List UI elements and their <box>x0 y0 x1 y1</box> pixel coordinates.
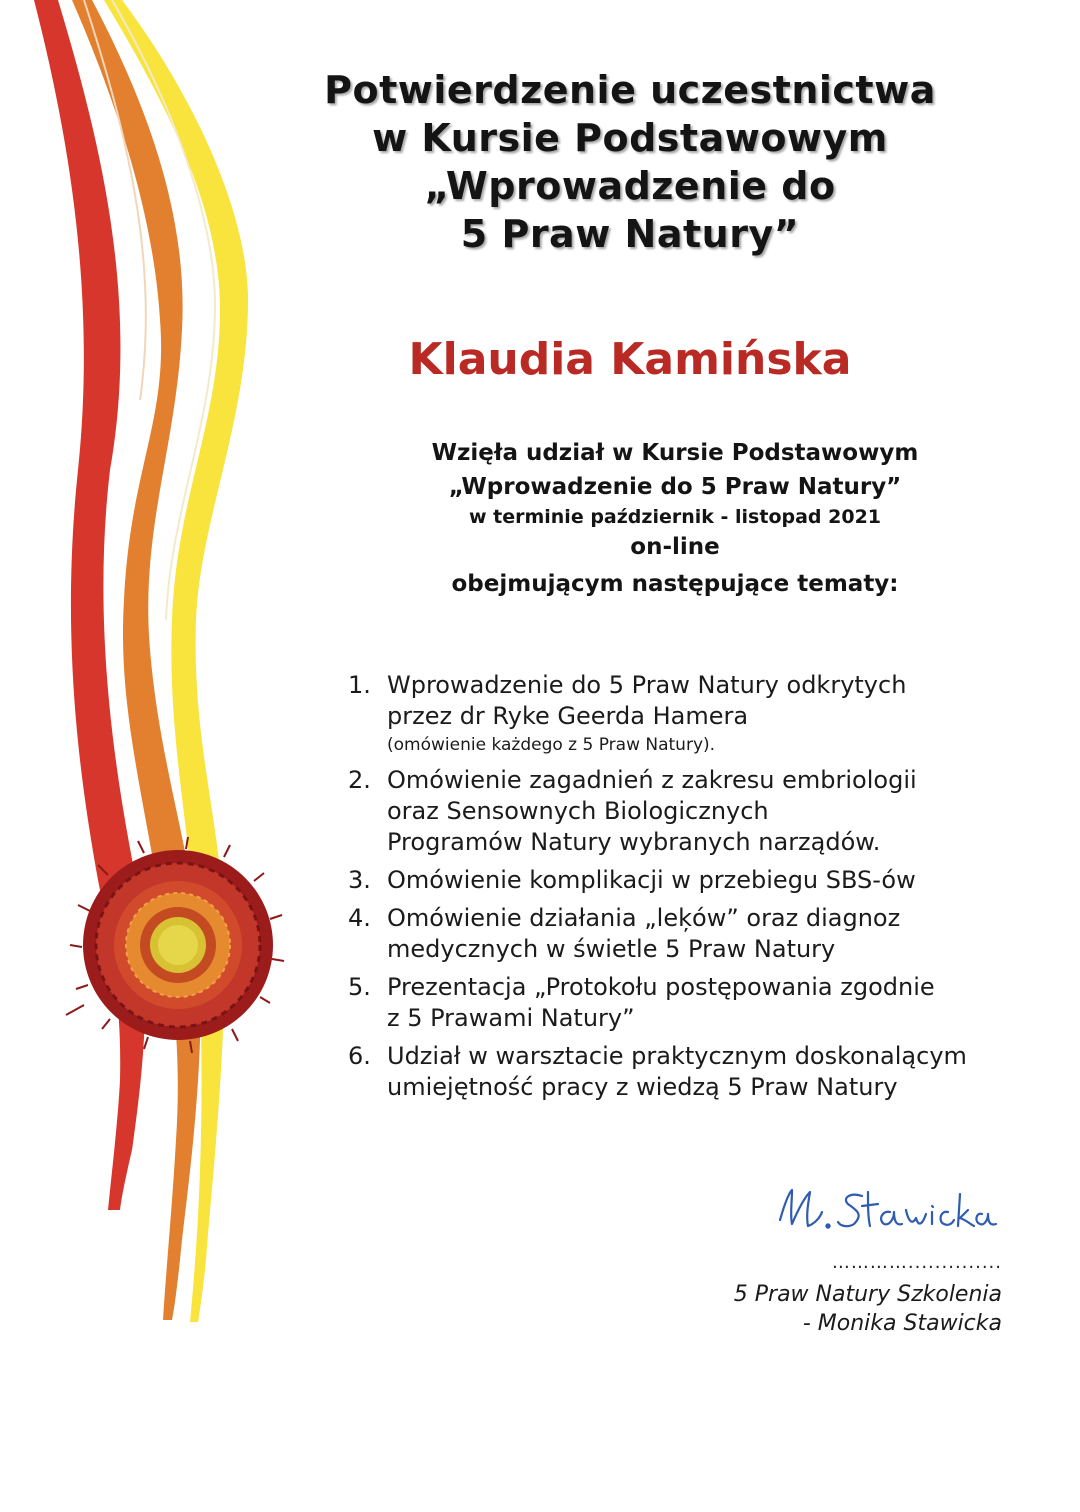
signature-line: ………….............. <box>831 1252 1002 1273</box>
topic-text: Omówienie działania „leķów” oraz diagnoz <box>387 904 901 932</box>
title-line: w Kursie Podstawowym <box>372 116 888 160</box>
topic-text: umiejętność pracy z wiedzą 5 Praw Natury <box>387 1073 898 1101</box>
handwritten-signature <box>770 1180 1000 1240</box>
topic-text: Wprowadzenie do 5 Praw Natury odkrytych <box>387 671 907 699</box>
certificate-title <box>250 66 1010 258</box>
topic-text: Omówienie zagadnień z zakresu embriologii <box>387 766 917 794</box>
topic-number: 5. <box>348 973 371 1001</box>
list-item <box>345 670 1025 758</box>
intro-date-line: w terminie październik - listopad 2021 <box>468 506 882 528</box>
list-item <box>345 903 1025 965</box>
topic-number: 1. <box>348 671 371 699</box>
topic-number: 2. <box>348 766 371 794</box>
list-item <box>345 1041 1025 1103</box>
topic-text: oraz Sensownych Biologicznych <box>387 797 769 825</box>
intro-line: Wzięła udział w Kursie Podstawowym <box>431 440 919 466</box>
title-line: Potwierdzenie uczestnictwa <box>324 68 936 112</box>
topic-text: Prezentacja „Protokołu postępowania zgodnie <box>387 973 935 1001</box>
list-item <box>345 972 1025 1034</box>
topic-text: Omówienie komplikacji w przebiegu SBS-ów <box>387 866 916 894</box>
topic-text: medycznych w świetle 5 Praw Natury <box>387 935 836 963</box>
topic-number: 6. <box>348 1042 371 1070</box>
title-line: 5 Praw Natury” <box>460 212 800 256</box>
title-line: „Wprowadzenie do <box>424 164 836 208</box>
list-item <box>345 865 1025 896</box>
intro-block <box>350 436 1000 604</box>
signatory-name: - Monika Stawicka <box>802 1311 1002 1336</box>
topic-text: z 5 Prawami Natury” <box>387 1004 635 1032</box>
list-item <box>345 765 1025 858</box>
participant-name: Klaudia Kamińska <box>408 334 852 385</box>
intro-line: „Wprowadzenie do 5 Praw Natury” <box>448 474 902 500</box>
signatory <box>600 1280 1002 1338</box>
topic-number: 3. <box>348 866 371 894</box>
topic-note: (omówienie każdego z 5 Praw Natury). <box>387 735 716 755</box>
topic-text: przez dr Ryke Geerda Hamera <box>387 702 749 730</box>
topic-text: Programów Natury wybranych narządów. <box>387 828 881 856</box>
topic-text: Udział w warsztacie praktycznym doskonalącym <box>387 1042 967 1070</box>
intro-mode-line: on-line <box>630 534 720 560</box>
topics-list <box>345 670 1025 1110</box>
topic-number: 4. <box>348 904 371 932</box>
intro-topics-heading: obejmującym następujące tematy: <box>451 571 899 597</box>
signatory-organization: 5 Praw Natury Szkolenia <box>733 1282 1002 1307</box>
